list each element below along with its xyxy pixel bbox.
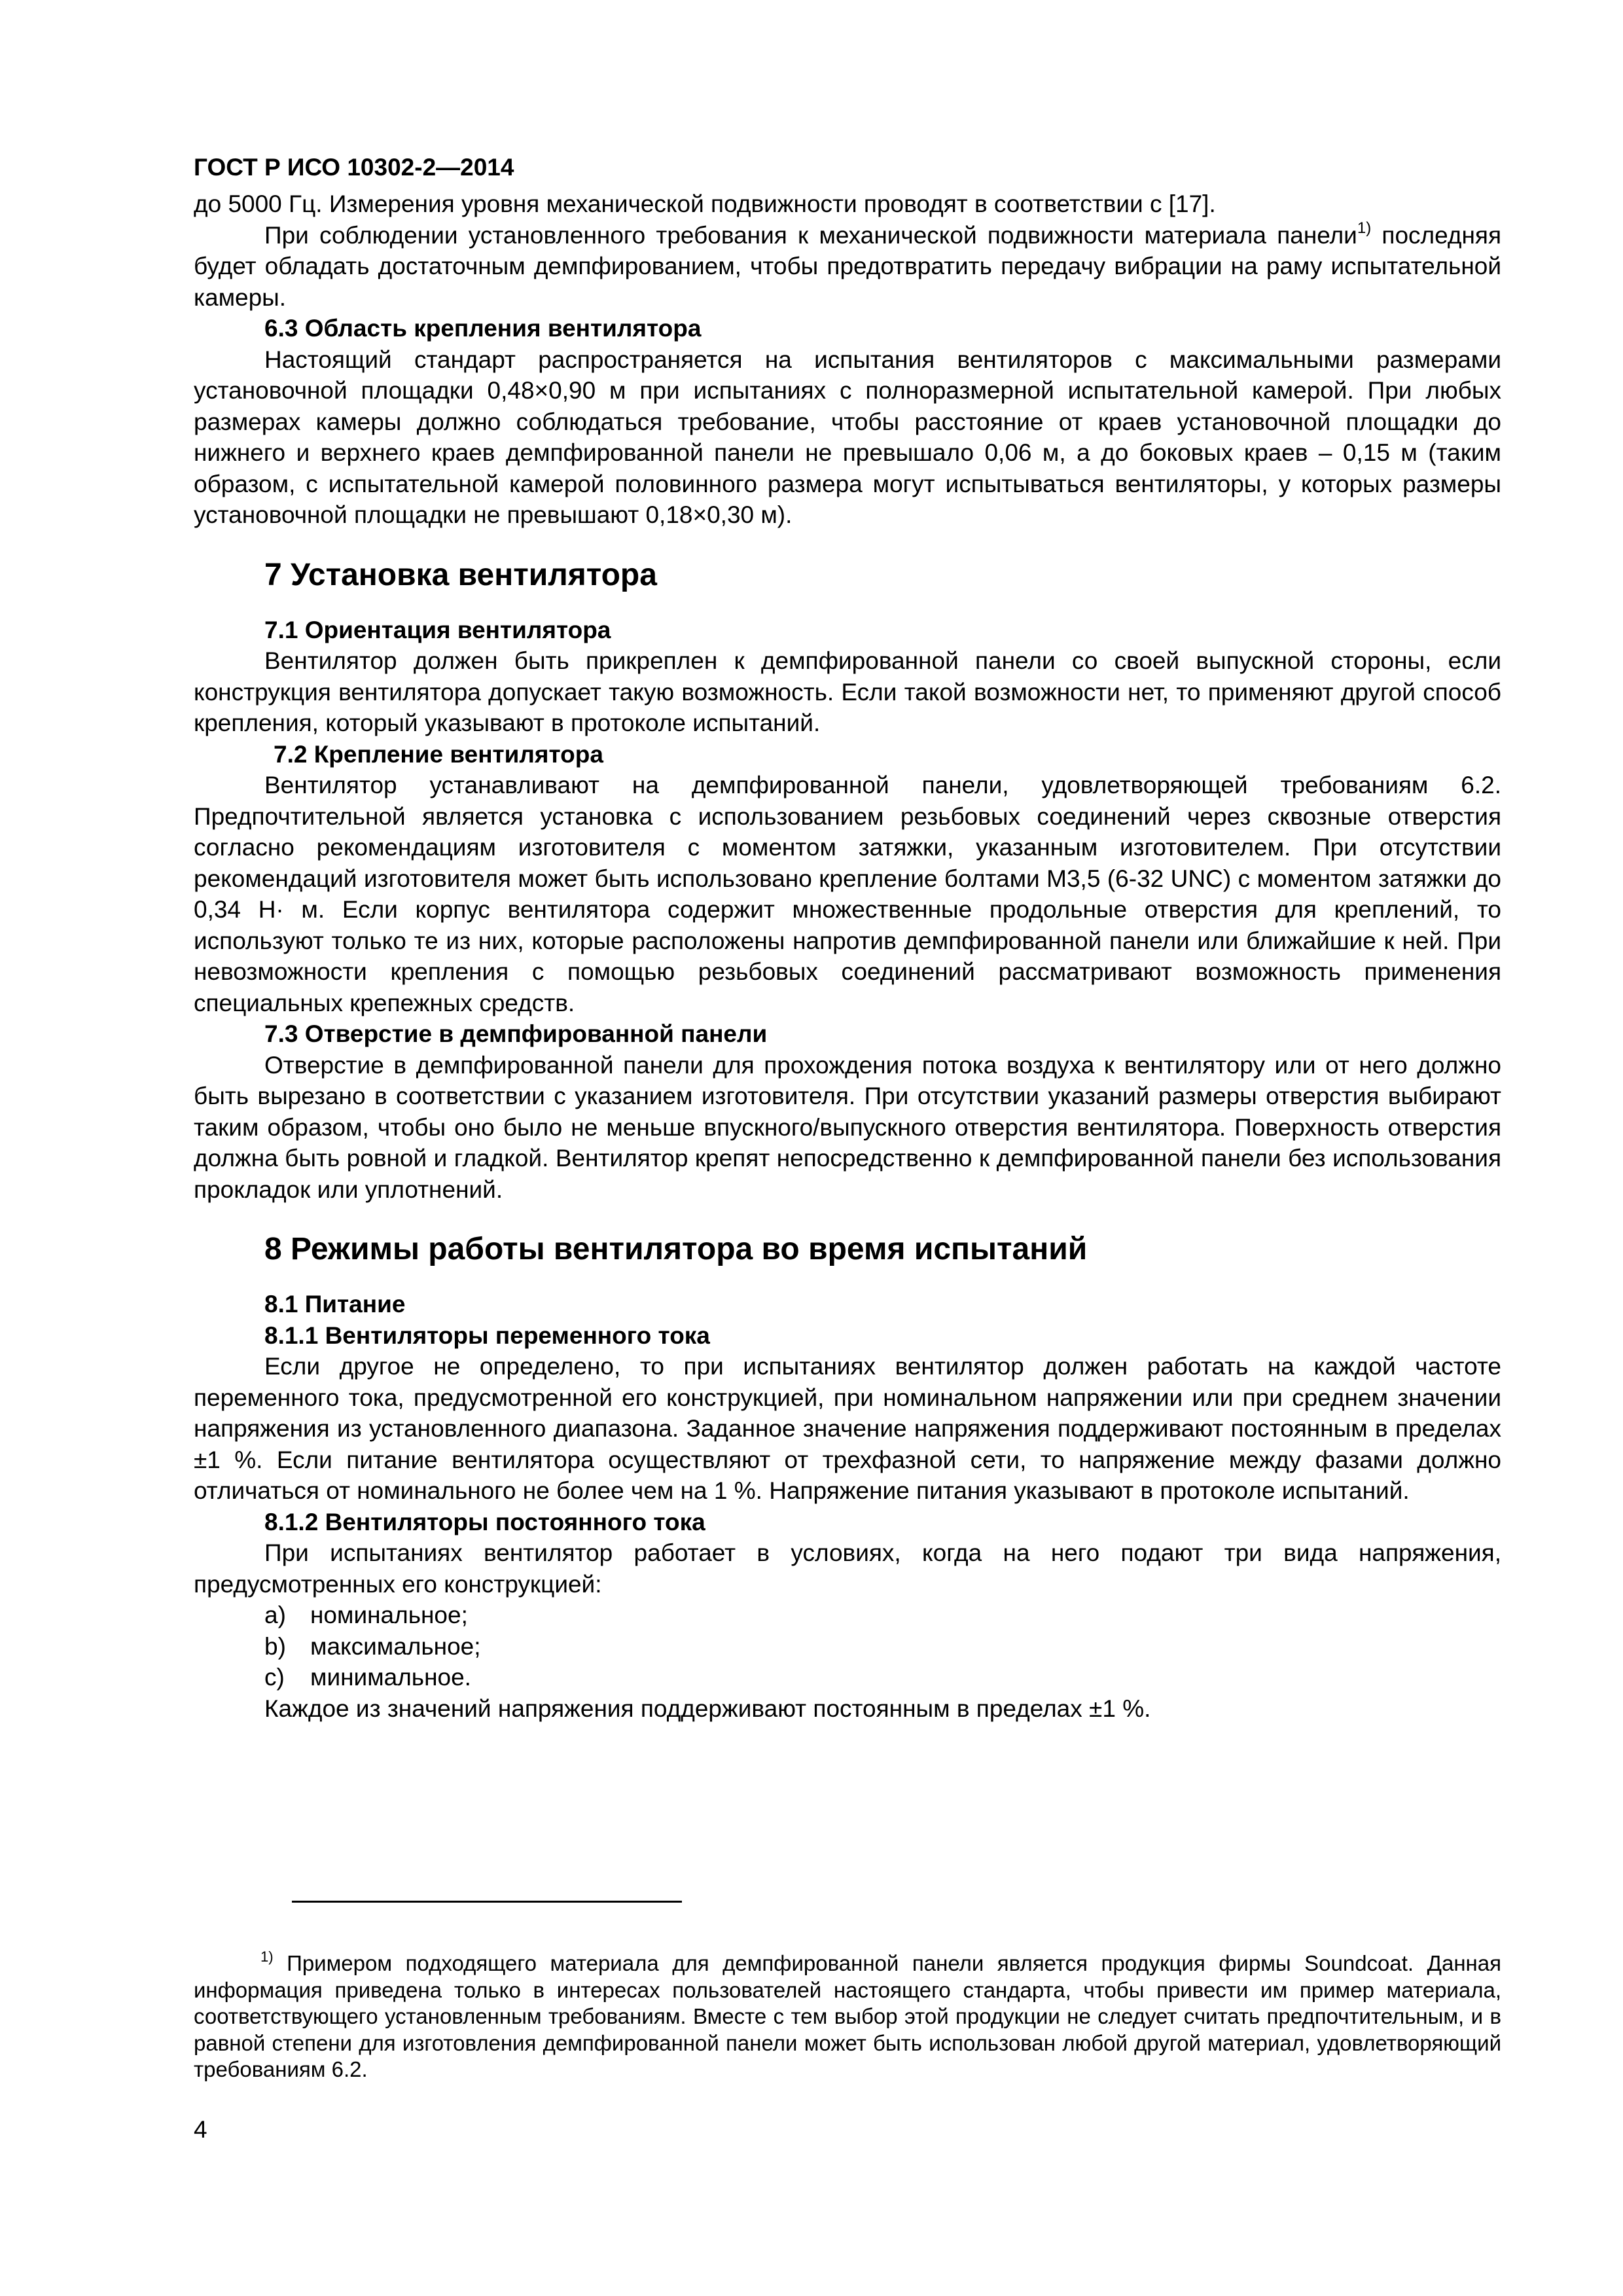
- footnote-text: Примером подходящего материала для демпфированной панели является продукция фирмы Soundcoat. Данная информация приведена только в интересах пользователей настоящего стандарта, чтобы привести им пример материала, соответствующего установленным требованиям. Вместе с тем выбор этой продукции не следует считать предпочтительным, и в равной степени для изготовления демпфированной панели может быть использован любой другой материал, удовлетворяющий требованиям 6.2.: [194, 1951, 1501, 2081]
- subsection-8-1-2-title: 8.1.2 Вентиляторы постоянного тока: [264, 1508, 705, 1535]
- paragraph-7-1: Вентилятор должен быть прикреплен к демпфированной панели со своей выпускной стороны, если конструкция вентилятора допускает такую возможность. Если такой возможности нет, то применяют другой способ крепления, который указывают в протоколе испытаний.: [194, 647, 1501, 736]
- paragraph-continuation: до 5000 Гц. Измерения уровня механической подвижности проводят в соответствии с [17].: [194, 190, 1216, 217]
- subsection-7-3-title: 7.3 Отверстие в демпфированной панели: [264, 1020, 768, 1047]
- subsection-7-1-title: 7.1 Ориентация вентилятора: [264, 616, 611, 643]
- list-text: минимальное.: [310, 1664, 471, 1691]
- subsection-8-1-1-title: 8.1.1 Вентиляторы переменного тока: [264, 1321, 710, 1349]
- footnote: [194, 1950, 1501, 2083]
- page-content: [194, 151, 1501, 1724]
- subsection-8-1-title: 8.1 Питание: [264, 1291, 406, 1318]
- paragraph-final: Каждое из значений напряжения поддерживают постоянным в пределах ±1 %.: [264, 1695, 1151, 1722]
- subsection-7-2-title: 7.2 Крепление вентилятора: [274, 740, 603, 768]
- paragraph-damping-text-2: последняя будет обладать достаточным демпфированием, чтобы предотвратить передачу вибрации на раму испытательной камеры.: [194, 221, 1501, 311]
- document-header: ГОСТ Р ИСО 10302-2—2014: [194, 154, 514, 181]
- section-7-title: 7 Установка вентилятора: [264, 557, 657, 592]
- list-text: номинальное;: [310, 1602, 468, 1628]
- subsection-6-3-title: 6.3 Область крепления вентилятора: [264, 315, 702, 342]
- paragraph-6-3: Настоящий стандарт распространяется на испытания вентиляторов с максимальными размерами установочной площадки 0,48×0,90 м при испытаниях с полноразмерной испытательной камерой. При любых размерах камеры должно соблюдаться требование, чтобы расстояние от краев установочной площадки до нижнего и верхнего краев демпфированной панели не превышало 0,06 м, а до боковых краев – 0,15 м (таким образом, с испытательной камерой половинного размера могут испытываться вентиляторы, у которых размеры установочной площадки не превышают 0,18×0,30 м).: [194, 346, 1501, 528]
- paragraph-7-2: Вентилятор устанавливают на демпфированной панели, удовлетворяющей требованиям 6.2. Предпочтительной является установка с использованием резьбовых соединений через сквозные отверстия согласно рекомендациям изготовителя с моментом затяжки, указанным изготовителем. При отсутствии рекомендаций изготовителя может быть использовано крепление болтами М3,5 (6-32 UNC) с моментом затяжки до 0,34 Н· м. Если корпус вентилятора содержит множественные продольные отверстия для креплений, то используют только те из них, которые расположены напротив демпфированной панели или ближайшие к ней. При невозможности крепления с помощью резьбовых соединений рассматривают возможность применения специальных крепежных средств.: [194, 772, 1501, 1016]
- paragraph-8-1-1: Если другое не определено, то при испытаниях вентилятор должен работать на каждой частоте переменного тока, предусмотренной его конструкцией, при номинальном напряжении или при среднем значении напряжения из установленного диапазона. Заданное значение напряжения поддерживают постоянным в пределах ±1 %. Если питание вентилятора осуществляют от трехфазной сети, то напряжение между фазами должно отличаться от номинального не более чем на 1 %. Напряжение питания указывают в протоколе испытаний.: [194, 1353, 1501, 1504]
- footnote-separator: [292, 1901, 682, 1903]
- list-marker: b): [264, 1632, 286, 1660]
- footnote-marker: 1): [260, 1948, 274, 1965]
- footnote-reference: 1): [1357, 219, 1372, 237]
- page-number: 4: [194, 2116, 207, 2143]
- list-item: [194, 1662, 1501, 1693]
- paragraph-damping: [194, 220, 1501, 314]
- paragraph-8-1-2: При испытаниях вентилятор работает в условиях, когда на него подают три вида напряжения, предусмотренных его конструкцией:: [194, 1539, 1501, 1598]
- paragraph-damping-text: При соблюдении установленного требования к механической подвижности материала панели: [264, 221, 1357, 249]
- list-marker: a): [264, 1602, 286, 1628]
- paragraph-7-3: Отверстие в демпфированной панели для прохождения потока воздуха к вентилятору или от него должно быть вырезано в соответствии с указанием изготовителя. При отсутствии указаний размеры отверстия выбирают таким образом, чтобы оно было не меньше впускного/выпускного отверстия вентилятора. Поверхность отверстия должна быть ровной и гладкой. Вентилятор крепят непосредственно к демпфированной панели без использования прокладок или уплотнений.: [194, 1051, 1501, 1203]
- list-text: максимальное;: [310, 1632, 481, 1660]
- list-item: [194, 1631, 1501, 1662]
- list-item: [194, 1600, 1501, 1631]
- section-8-title: 8 Режимы работы вентилятора во время испытаний: [264, 1232, 1088, 1266]
- list-marker: c): [264, 1664, 285, 1691]
